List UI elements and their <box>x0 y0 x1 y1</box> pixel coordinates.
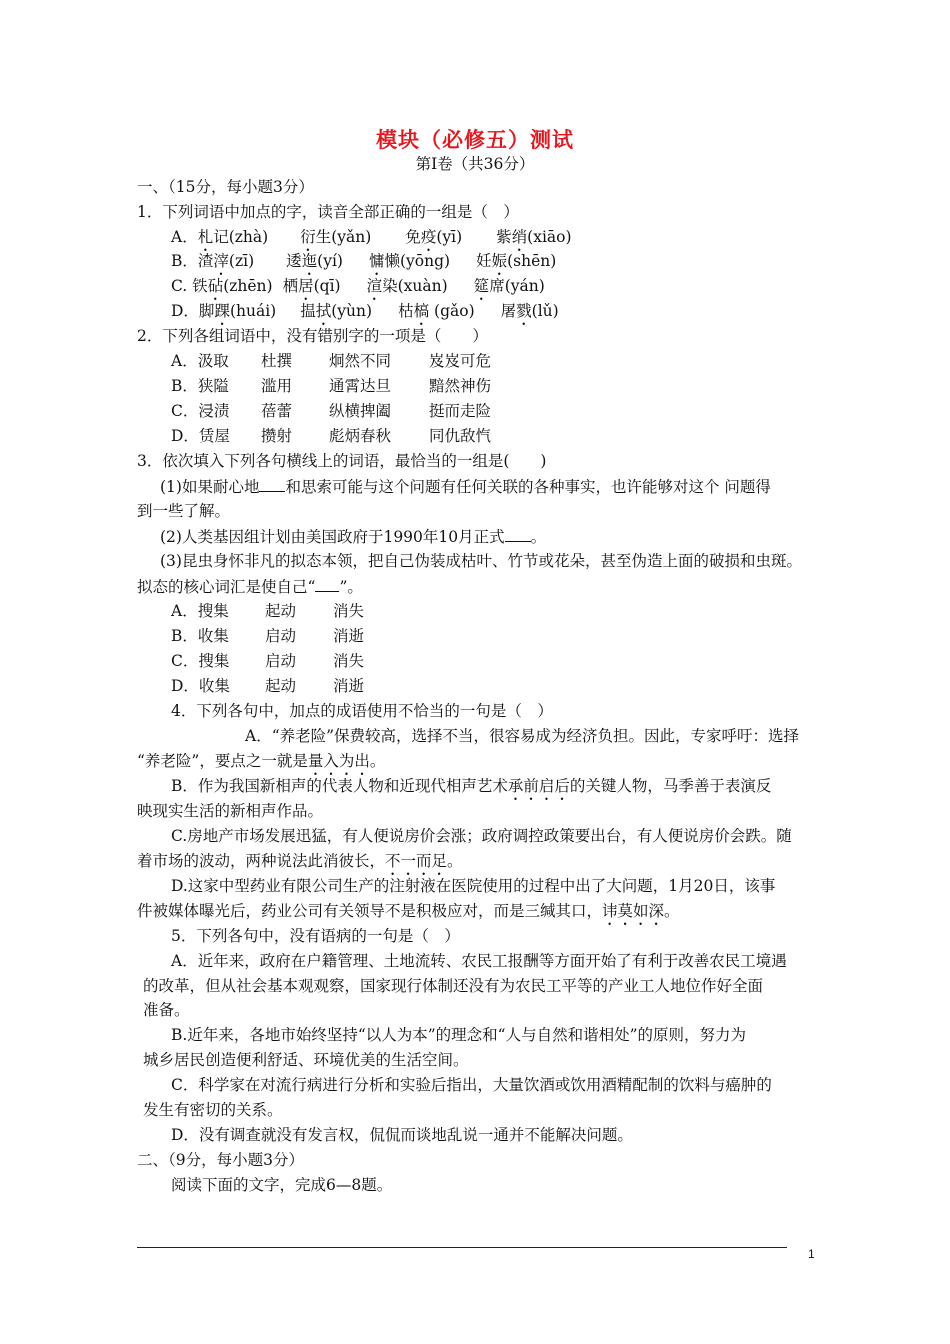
q1-option-c: C. 铁砧(zhēn) 栖居(qī) 渲染(xuàn) 筵席(yán) <box>171 277 545 295</box>
q5-option-c: C．科学家在对流行病进行分析和实验后指出，大量饮酒或饮用酒精配制的饮料与癌肿的 <box>171 1076 772 1094</box>
footer-rule <box>137 1247 787 1248</box>
page-number: 1 <box>808 1247 815 1261</box>
q4-option-c: C.房地产市场发展迅猛，有人便说房价会涨；政府调控政策要出台，有人便说房价会跌。随 <box>171 827 792 845</box>
q3-sentence-1: (1)如果耐心地 和思索可能与这个问题有任何关联的各种事实，也许能够对这个 问题得 <box>160 478 771 496</box>
q5-option-b: B.近年来，各地市始终坚持“以人为本”的理念和“人与自然和谐相处”的原则，努力为 <box>171 1026 747 1044</box>
q5-stem: 5．下列各句中，没有语病的一句是（ ） <box>171 927 460 945</box>
q5-option-d: D．没有调查就没有发言权，侃侃而谈地乱说一通并不能解决问题。 <box>171 1126 633 1144</box>
q5-option-a-cont-2: 准备。 <box>143 1001 190 1019</box>
fill-blank <box>315 576 339 592</box>
page-subtitle: 第Ⅰ卷（共36分） <box>415 155 535 173</box>
q4-option-a: A．“养老险”保费较高，选择不当，很容易成为经济负担。因此，专家呼吁：选择 <box>245 727 800 745</box>
q2-option-d: D．赁屋 攒射 彪炳春秋 同仇敌忾 <box>171 427 492 445</box>
section-1-heading: 一、（15分，每小题3分） <box>137 178 314 196</box>
q3-sentence-3: (3)昆虫身怀非凡的拟态本领，把自己伪装成枯叶、竹节或花朵，甚至伪造上面的破损和虫斑。 <box>160 552 802 570</box>
fill-blank <box>505 526 531 542</box>
q5-option-a: A．近年来，政府在户籍管理、土地流转、农民工报酬等方面开始了有利于改善农民工境遇 <box>171 952 787 970</box>
fill-blank <box>259 476 285 492</box>
q1-option-a: A．札记(zhà) 衍生(yǎn) 免疫(yī) 紫绡(xiāo) <box>171 228 572 246</box>
q2-option-a: A．汲取 杜撰 炯然不同 岌岌可危 <box>171 352 492 370</box>
section-2-intro: 阅读下面的文字，完成6—8题。 <box>171 1176 393 1194</box>
q5-option-c-cont: 发生有密切的关系。 <box>143 1101 283 1119</box>
q3-sentence-1-cont: 到一些了解。 <box>137 502 231 520</box>
q5-option-a-cont-1: 的改革，但从社会基本观观察，国家现行体制还没有为农民工平等的产业工人地位作好全面 <box>143 977 764 995</box>
q1-option-b: B．渣滓(zī) 逶迤(yí) 慵懒(yōng) 妊娠(shēn) <box>171 252 557 270</box>
q4-option-d: D.这家中型药业有限公司生产的注射液在医院使用的过程中出了大问题，1月20日，该事 <box>171 877 776 895</box>
q1-stem: 1．下列词语中加点的字，读音全部正确的一组是（ ） <box>137 203 519 221</box>
q3-sentence-2: (2)人类基因组计划由美国政府于1990年10月正式 。 <box>160 528 547 546</box>
section-2-heading: 二、（9分，每小题3分） <box>137 1151 304 1169</box>
q3-option-c: C．搜集 启动 消失 <box>171 652 365 670</box>
q4-option-d-cont: 件被媒体曝光后，药业公司有关领导不是积极应对，而是三缄其口，讳莫如深。 <box>137 902 680 920</box>
q2-option-c: C．浸渍 蓓蕾 纵横捭阖 挺而走险 <box>171 402 492 420</box>
q4-stem: 4．下列各句中，加点的成语使用不恰当的一句是（ ） <box>171 702 553 720</box>
q4-option-c-cont: 着市场的波动，两种说法此消彼长，不一而足。 <box>137 852 463 870</box>
q5-option-b-cont: 城乡居民创造便利舒适、环境优美的生活空间。 <box>143 1051 469 1069</box>
q3-option-b: B．收集 启动 消逝 <box>171 627 365 645</box>
q4-option-b-cont: 映现实生活的新相声作品。 <box>137 802 324 820</box>
q1-option-d: D．脚踝(huái) 揾拭(yùn) 枯槁 (gǎo) 屠戮(lǔ) <box>171 302 559 320</box>
page-title: 模块（必修五）测试 <box>376 127 574 152</box>
q2-stem: 2．下列各组词语中，没有错别字的一项是（ ） <box>137 327 488 345</box>
q3-option-d: D．收集 起动 消逝 <box>171 677 365 695</box>
q3-option-a: A．搜集 起动 消失 <box>171 602 365 620</box>
q3-stem: 3．依次填入下列各句横线上的词语，最恰当的一组是( ) <box>137 452 547 470</box>
q2-option-b: B．狭隘 滥用 通霄达旦 黯然神伤 <box>171 377 492 395</box>
q4-option-a-cont: “养老险”，要点之一就是量入为出。 <box>137 752 386 770</box>
q3-sentence-3-cont: 拟态的核心词汇是使自己“ ”。 <box>137 578 363 596</box>
q4-option-b: B．作为我国新相声的代表人物和近现代相声艺术承前启后的关键人物，马季善于表演反 <box>171 777 772 795</box>
